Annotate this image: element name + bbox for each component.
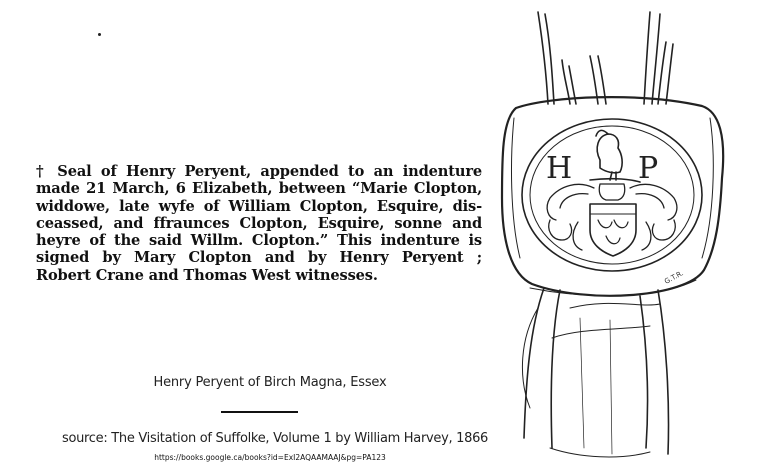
excerpt-line: signed by Mary Clopton and by Henry Peryent ; — [36, 249, 482, 267]
seal-initial-left: H — [546, 151, 573, 186]
excerpt-line: Robert Crane and Thomas West witnesses. — [36, 266, 378, 284]
seal-initial-right: P — [638, 151, 659, 186]
image-caption: Henry Peryent of Birch Magna, Essex — [153, 375, 387, 390]
print-speck — [98, 33, 101, 36]
excerpt-line: made 21 March, 6 Elizabeth, between “Marie Clopton, — [36, 180, 482, 198]
excerpt-line: heyre of the said Willm. Clopton.” This indenture is — [36, 232, 482, 250]
seal-impression-ring — [522, 119, 702, 271]
source-citation: source: The Visitation of Suffolke, Volume 1 by William Harvey, 1866 — [61, 431, 489, 446]
seal-wax-body — [502, 97, 723, 296]
seal-bottom-ribbons — [522, 288, 668, 457]
seal-description-excerpt — [36, 163, 482, 284]
wax-seal-illustration — [490, 8, 750, 468]
engraver-mark: G.T.R. — [663, 269, 685, 286]
source-url: https://books.google.ca/books?id=ExI2AQAAMAAJ&pg=PA123 — [154, 453, 386, 462]
excerpt-line: † Seal of Henry Peryent, appended to an indenture — [36, 163, 482, 180]
excerpt-line: widdowe, late wyfe of William Clopton, Esquire, dis- — [36, 197, 482, 215]
heraldic-shield — [590, 204, 636, 256]
bird-crest — [590, 130, 640, 182]
helmet — [599, 184, 625, 200]
caption-divider — [221, 411, 298, 413]
excerpt-line: ceassed, and ffraunces Clopton, Esquire, sonne and — [36, 214, 482, 232]
seal-top-ribbons — [538, 12, 673, 104]
heraldic-mantling — [547, 184, 677, 250]
